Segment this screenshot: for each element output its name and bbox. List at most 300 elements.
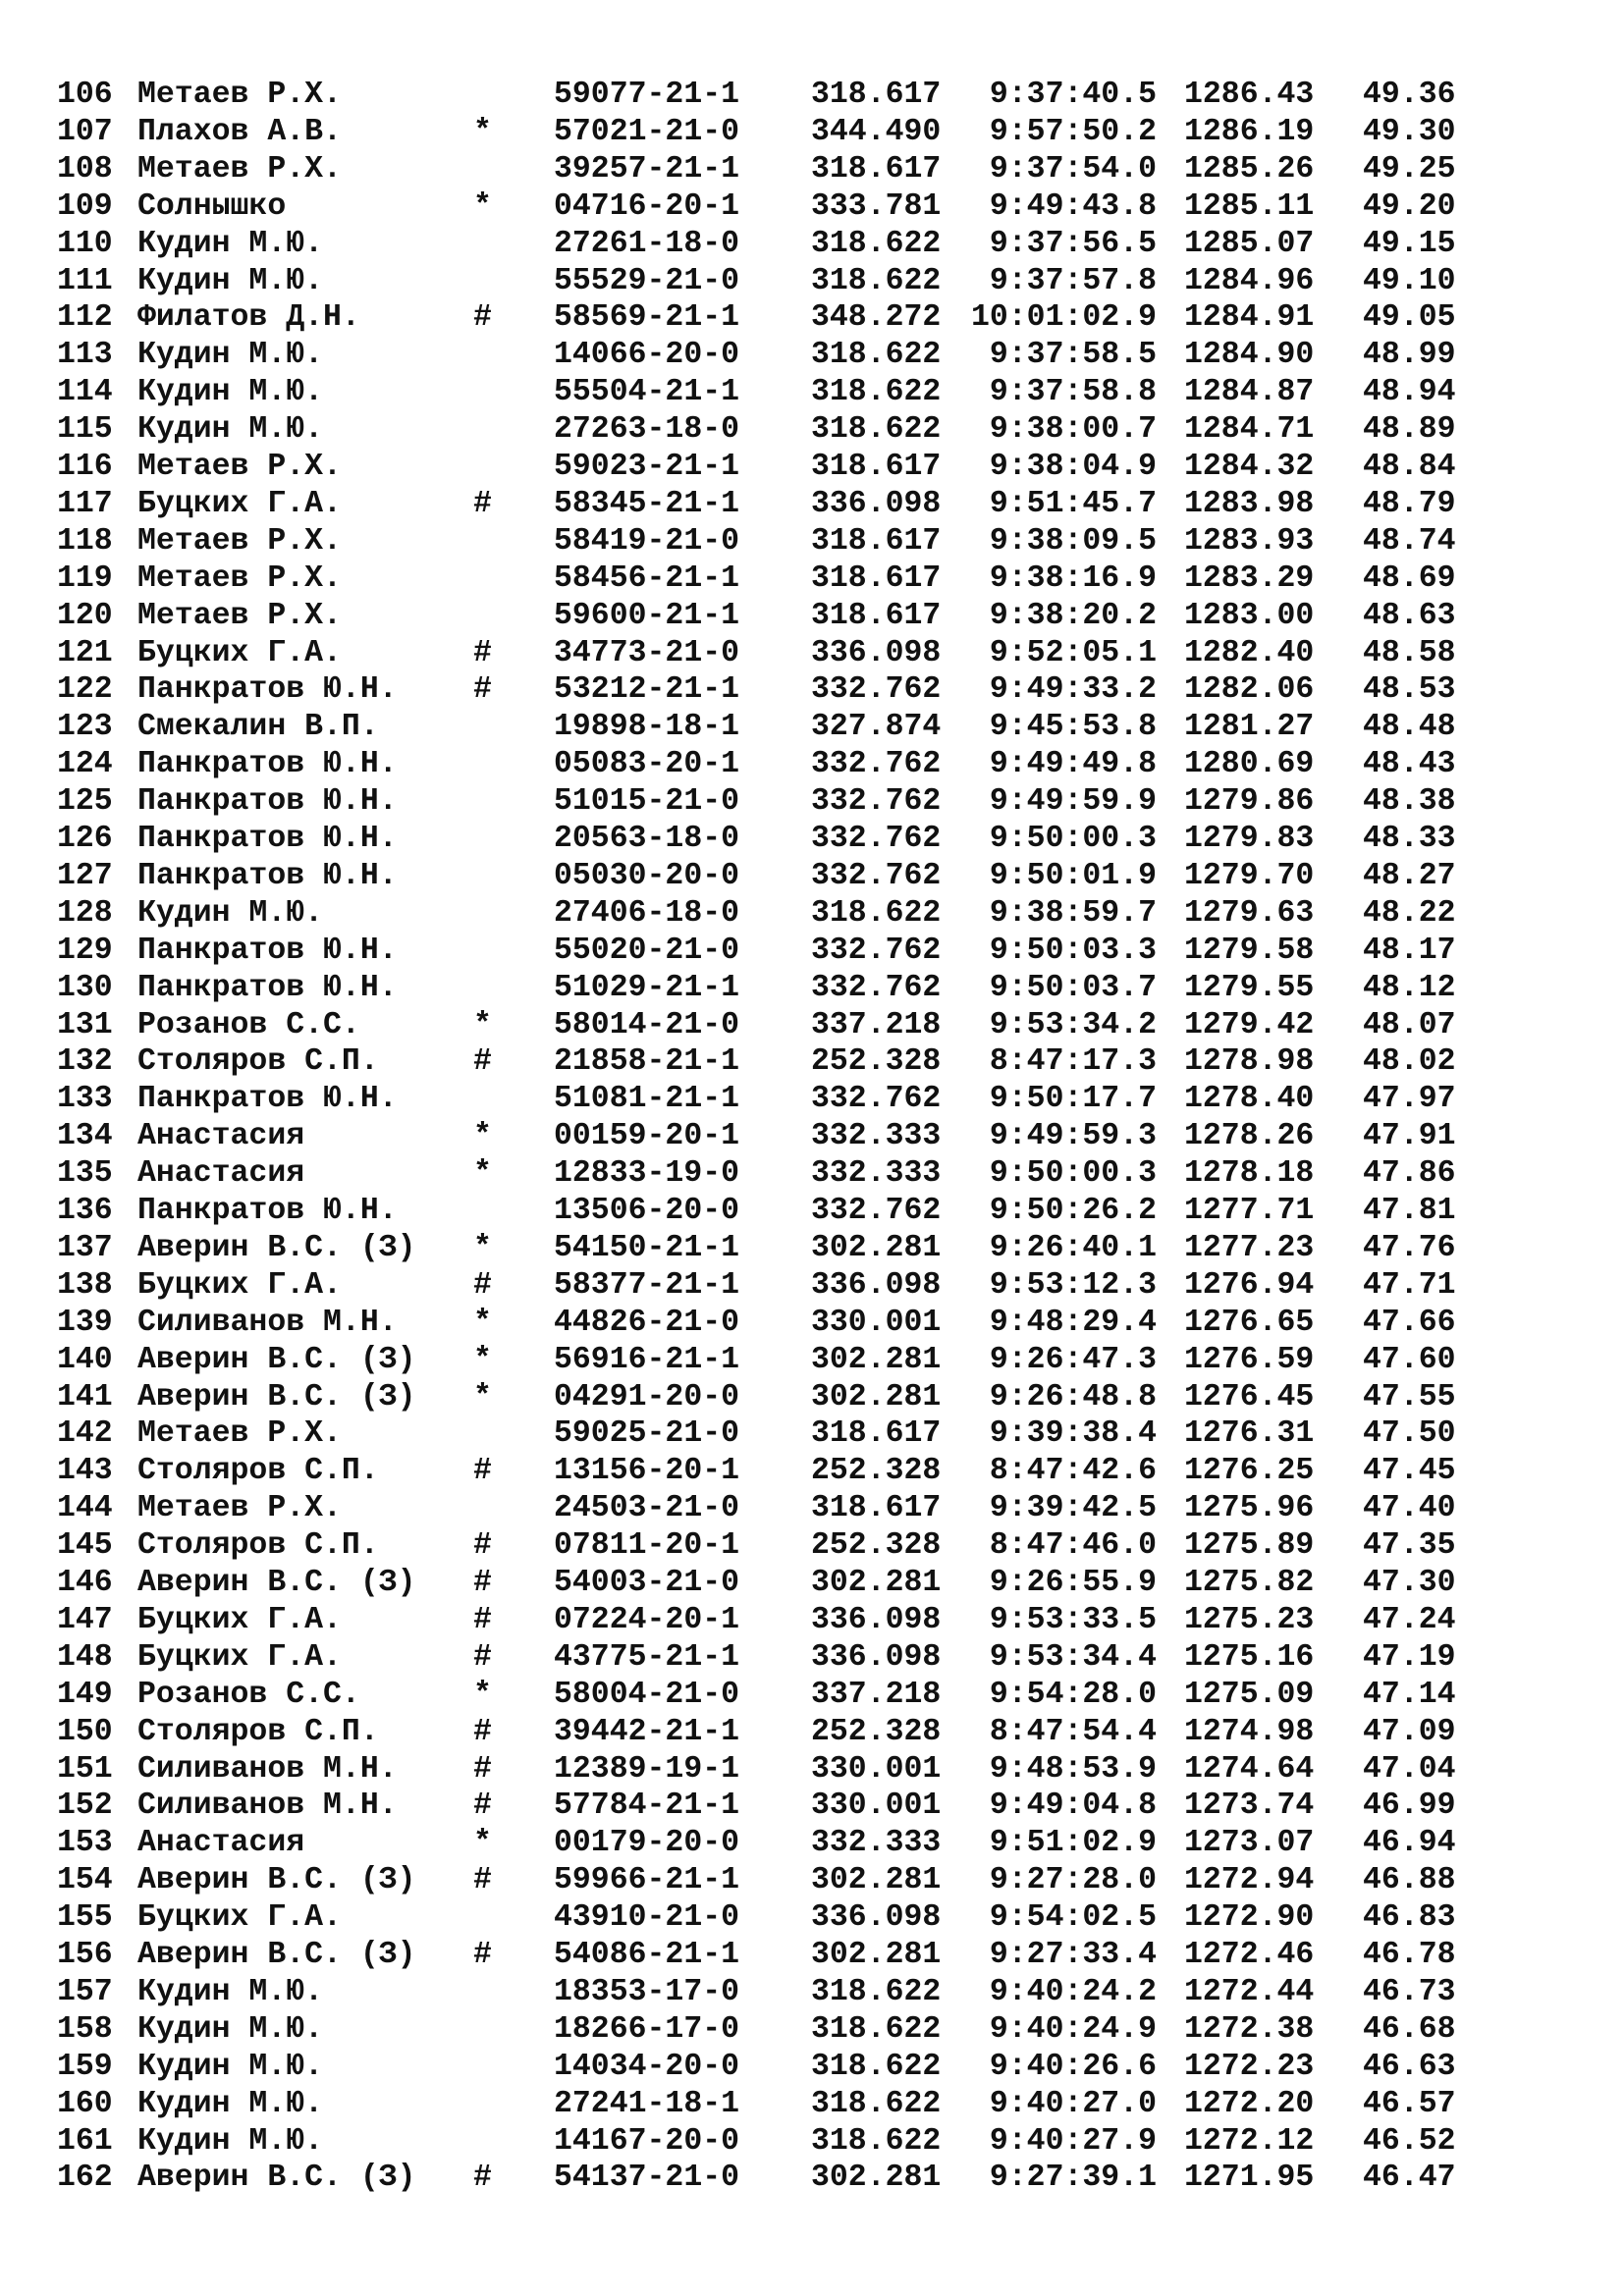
rank-cell: 147	[57, 1602, 113, 1637]
ring-number-cell: 58345-21-1	[554, 486, 740, 521]
speed-cell: 1275.16	[1184, 1639, 1315, 1675]
ring-number-cell: 12389-19-1	[554, 1751, 740, 1787]
distance-cell: 252.328	[811, 1528, 942, 1564]
score-cell: 48.94	[1363, 375, 1456, 410]
rank-cell: 125	[57, 784, 113, 820]
fancier-name-cell: Метаев Р.Х.	[137, 450, 342, 484]
fancier-name-cell: Панкратов Ю.Н.	[137, 1194, 398, 1228]
speed-cell: 1276.59	[1184, 1342, 1315, 1377]
table-row	[0, 1118, 1624, 1155]
score-cell: 48.63	[1363, 598, 1456, 633]
table-row	[0, 2011, 1624, 2049]
mark-cell: #	[473, 1714, 492, 1749]
mark-cell: #	[473, 486, 492, 521]
ring-number-cell: 13156-20-1	[554, 1454, 740, 1489]
ring-number-cell: 14066-20-0	[554, 338, 740, 373]
distance-cell: 302.281	[811, 1938, 942, 1972]
speed-cell: 1275.82	[1184, 1566, 1315, 1600]
ring-number-cell: 59600-21-1	[554, 598, 740, 633]
speed-cell: 1278.18	[1184, 1156, 1315, 1192]
score-cell: 49.30	[1363, 114, 1456, 149]
score-cell: 49.05	[1363, 300, 1456, 336]
table-row	[0, 449, 1624, 486]
arrival-time-cell: 9:26:48.8	[989, 1379, 1157, 1415]
ring-number-cell: 55529-21-0	[554, 263, 740, 298]
score-cell: 46.88	[1363, 1863, 1456, 1898]
table-row	[0, 1677, 1624, 1714]
distance-cell: 332.333	[811, 1156, 942, 1192]
score-cell: 47.97	[1363, 1082, 1456, 1117]
ring-number-cell: 57784-21-1	[554, 1789, 740, 1824]
distance-cell: 332.762	[811, 672, 942, 708]
table-row	[0, 1342, 1624, 1379]
distance-cell: 302.281	[811, 1230, 942, 1265]
arrival-time-cell: 9:40:27.0	[989, 2086, 1157, 2121]
table-row	[0, 933, 1624, 970]
ring-number-cell: 43775-21-1	[554, 1639, 740, 1675]
score-cell: 47.24	[1363, 1602, 1456, 1637]
arrival-time-cell: 9:38:59.7	[989, 895, 1157, 931]
arrival-time-cell: 9:48:53.9	[989, 1751, 1157, 1787]
distance-cell: 318.617	[811, 598, 942, 633]
table-row	[0, 1155, 1624, 1193]
table-row	[0, 1007, 1624, 1044]
arrival-time-cell: 9:48:29.4	[989, 1305, 1157, 1340]
fancier-name-cell: Панкратов Ю.Н.	[137, 933, 398, 968]
arrival-time-cell: 9:53:34.2	[989, 1007, 1157, 1042]
fancier-name-cell: Столяров С.П.	[137, 1528, 379, 1564]
distance-cell: 318.622	[811, 2086, 942, 2121]
distance-cell: 318.622	[811, 1974, 942, 2009]
ring-number-cell: 58004-21-0	[554, 1677, 740, 1712]
rank-cell: 107	[57, 114, 113, 149]
distance-cell: 332.762	[811, 1194, 942, 1228]
ring-number-cell: 54137-21-0	[554, 2161, 740, 2196]
score-cell: 46.94	[1363, 1826, 1456, 1861]
table-row	[0, 635, 1624, 672]
mark-cell: *	[473, 1379, 492, 1415]
mark-cell: #	[473, 1639, 492, 1675]
ring-number-cell: 54150-21-1	[554, 1230, 740, 1265]
table-row	[0, 561, 1624, 598]
mark-cell: #	[473, 1454, 492, 1489]
speed-cell: 1285.11	[1184, 188, 1315, 224]
distance-cell: 336.098	[811, 486, 942, 521]
ring-number-cell: 56916-21-1	[554, 1342, 740, 1377]
score-cell: 47.50	[1363, 1416, 1456, 1452]
fancier-name-cell: Филатов Д.Н.	[137, 300, 360, 336]
distance-cell: 318.622	[811, 2049, 942, 2084]
ring-number-cell: 19898-18-1	[554, 710, 740, 745]
speed-cell: 1272.94	[1184, 1863, 1315, 1898]
distance-cell: 252.328	[811, 1454, 942, 1489]
distance-cell: 336.098	[811, 1602, 942, 1637]
fancier-name-cell: Силиванов М.Н.	[137, 1789, 398, 1824]
arrival-time-cell: 9:37:58.5	[989, 338, 1157, 373]
rank-cell: 151	[57, 1751, 113, 1787]
speed-cell: 1284.91	[1184, 300, 1315, 336]
arrival-time-cell: 9:38:00.7	[989, 412, 1157, 448]
rank-cell: 124	[57, 747, 113, 782]
rank-cell: 119	[57, 561, 113, 596]
arrival-time-cell: 8:47:42.6	[989, 1454, 1157, 1489]
fancier-name-cell: Кудин М.Ю.	[137, 2123, 324, 2159]
table-row	[0, 1974, 1624, 2011]
score-cell: 47.40	[1363, 1491, 1456, 1526]
table-row	[0, 1527, 1624, 1565]
distance-cell: 330.001	[811, 1789, 942, 1824]
rank-cell: 113	[57, 338, 113, 373]
fancier-name-cell: Кудин М.Ю.	[137, 412, 324, 448]
rank-cell: 114	[57, 375, 113, 410]
table-row	[0, 1937, 1624, 1974]
speed-cell: 1272.44	[1184, 1974, 1315, 2009]
fancier-name-cell: Аверин В.С. (З)	[137, 1230, 416, 1265]
rank-cell: 118	[57, 523, 113, 559]
speed-cell: 1281.27	[1184, 710, 1315, 745]
ring-number-cell: 18266-17-0	[554, 2011, 740, 2047]
rank-cell: 134	[57, 1119, 113, 1154]
rank-cell: 136	[57, 1194, 113, 1228]
speed-cell: 1282.06	[1184, 672, 1315, 708]
score-cell: 48.69	[1363, 561, 1456, 596]
ring-number-cell: 14034-20-0	[554, 2049, 740, 2084]
fancier-name-cell: Розанов С.С.	[137, 1677, 360, 1712]
score-cell: 49.15	[1363, 226, 1456, 261]
table-row	[0, 783, 1624, 821]
rank-cell: 112	[57, 300, 113, 336]
ring-number-cell: 55504-21-1	[554, 375, 740, 410]
arrival-time-cell: 9:40:24.9	[989, 2011, 1157, 2047]
distance-cell: 332.762	[811, 747, 942, 782]
distance-cell: 318.622	[811, 2011, 942, 2047]
ring-number-cell: 27406-18-0	[554, 895, 740, 931]
speed-cell: 1284.96	[1184, 263, 1315, 298]
fancier-name-cell: Панкратов Ю.Н.	[137, 747, 398, 782]
speed-cell: 1272.23	[1184, 2049, 1315, 2084]
arrival-time-cell: 9:37:56.5	[989, 226, 1157, 261]
ring-number-cell: 27261-18-0	[554, 226, 740, 261]
fancier-name-cell: Кудин М.Ю.	[137, 895, 324, 931]
rank-cell: 150	[57, 1714, 113, 1749]
fancier-name-cell: Анастасия	[137, 1156, 305, 1192]
table-row	[0, 746, 1624, 783]
table-row	[0, 299, 1624, 337]
speed-cell: 1276.31	[1184, 1416, 1315, 1452]
score-cell: 48.33	[1363, 822, 1456, 856]
ring-number-cell: 39442-21-1	[554, 1714, 740, 1749]
rank-cell: 123	[57, 710, 113, 745]
arrival-time-cell: 9:26:47.3	[989, 1342, 1157, 1377]
distance-cell: 318.622	[811, 2123, 942, 2159]
speed-cell: 1283.93	[1184, 523, 1315, 559]
speed-cell: 1276.65	[1184, 1305, 1315, 1340]
table-row	[0, 2049, 1624, 2086]
mark-cell: *	[473, 1342, 492, 1377]
speed-cell: 1282.40	[1184, 635, 1315, 670]
mark-cell: #	[473, 1044, 492, 1080]
distance-cell: 332.762	[811, 933, 942, 968]
mark-cell: #	[473, 1267, 492, 1303]
table-row	[0, 1305, 1624, 1342]
table-row	[0, 895, 1624, 933]
speed-cell: 1284.90	[1184, 338, 1315, 373]
score-cell: 48.12	[1363, 970, 1456, 1005]
distance-cell: 318.622	[811, 226, 942, 261]
table-row	[0, 374, 1624, 411]
rank-cell: 157	[57, 1974, 113, 2009]
table-row	[0, 1490, 1624, 1527]
score-cell: 48.53	[1363, 672, 1456, 708]
score-cell: 48.43	[1363, 747, 1456, 782]
table-row	[0, 1415, 1624, 1453]
distance-cell: 318.617	[811, 151, 942, 187]
mark-cell: #	[473, 1602, 492, 1637]
arrival-time-cell: 9:50:00.3	[989, 822, 1157, 856]
arrival-time-cell: 9:39:38.4	[989, 1416, 1157, 1452]
distance-cell: 327.874	[811, 710, 942, 745]
fancier-name-cell: Кудин М.Ю.	[137, 2049, 324, 2084]
speed-cell: 1278.98	[1184, 1044, 1315, 1080]
ring-number-cell: 44826-21-0	[554, 1305, 740, 1340]
score-cell: 49.10	[1363, 263, 1456, 298]
speed-cell: 1279.55	[1184, 970, 1315, 1005]
arrival-time-cell: 9:53:33.5	[989, 1602, 1157, 1637]
speed-cell: 1283.29	[1184, 561, 1315, 596]
rank-cell: 121	[57, 635, 113, 670]
mark-cell: #	[473, 1938, 492, 1972]
distance-cell: 332.333	[811, 1119, 942, 1154]
speed-cell: 1275.23	[1184, 1602, 1315, 1637]
speed-cell: 1277.71	[1184, 1194, 1315, 1228]
speed-cell: 1277.23	[1184, 1230, 1315, 1265]
speed-cell: 1284.87	[1184, 375, 1315, 410]
ring-number-cell: 05083-20-1	[554, 747, 740, 782]
ring-number-cell: 57021-21-0	[554, 114, 740, 149]
table-row	[0, 1453, 1624, 1490]
mark-cell: *	[473, 1677, 492, 1712]
rank-cell: 116	[57, 450, 113, 484]
arrival-time-cell: 9:26:40.1	[989, 1230, 1157, 1265]
rank-cell: 117	[57, 486, 113, 521]
rank-cell: 154	[57, 1863, 113, 1898]
score-cell: 48.84	[1363, 450, 1456, 484]
speed-cell: 1272.46	[1184, 1938, 1315, 1972]
speed-cell: 1280.69	[1184, 747, 1315, 782]
distance-cell: 330.001	[811, 1751, 942, 1787]
fancier-name-cell: Буцких Г.А.	[137, 1602, 342, 1637]
fancier-name-cell: Панкратов Ю.Н.	[137, 970, 398, 1005]
distance-cell: 318.622	[811, 375, 942, 410]
arrival-time-cell: 9:50:03.3	[989, 933, 1157, 968]
rank-cell: 144	[57, 1491, 113, 1526]
score-cell: 47.60	[1363, 1342, 1456, 1377]
table-row	[0, 1565, 1624, 1602]
ring-number-cell: 43910-21-0	[554, 1900, 740, 1936]
speed-cell: 1278.26	[1184, 1119, 1315, 1154]
fancier-name-cell: Силиванов М.Н.	[137, 1751, 398, 1787]
score-cell: 48.07	[1363, 1007, 1456, 1042]
mark-cell: #	[473, 635, 492, 670]
score-cell: 48.17	[1363, 933, 1456, 968]
fancier-name-cell: Буцких Г.А.	[137, 486, 342, 521]
arrival-time-cell: 9:40:24.2	[989, 1974, 1157, 2009]
fancier-name-cell: Буцких Г.А.	[137, 1267, 342, 1303]
fancier-name-cell: Кудин М.Ю.	[137, 375, 324, 410]
arrival-time-cell: 9:54:02.5	[989, 1900, 1157, 1936]
distance-cell: 330.001	[811, 1305, 942, 1340]
ring-number-cell: 59077-21-1	[554, 78, 740, 112]
table-row	[0, 114, 1624, 151]
table-row	[0, 263, 1624, 300]
distance-cell: 332.762	[811, 1082, 942, 1117]
arrival-time-cell: 9:51:45.7	[989, 486, 1157, 521]
speed-cell: 1278.40	[1184, 1082, 1315, 1117]
distance-cell: 318.617	[811, 78, 942, 112]
fancier-name-cell: Кудин М.Ю.	[137, 1974, 324, 2009]
fancier-name-cell: Буцких Г.А.	[137, 1900, 342, 1936]
distance-cell: 302.281	[811, 1863, 942, 1898]
mark-cell: #	[473, 1789, 492, 1824]
mark-cell: *	[473, 1119, 492, 1154]
arrival-time-cell: 9:49:04.8	[989, 1789, 1157, 1824]
speed-cell: 1272.20	[1184, 2086, 1315, 2121]
ring-number-cell: 07811-20-1	[554, 1528, 740, 1564]
table-row	[0, 1714, 1624, 1751]
fancier-name-cell: Метаев Р.Х.	[137, 151, 342, 187]
fancier-name-cell: Аверин В.С. (З)	[137, 2161, 416, 2196]
speed-cell: 1284.32	[1184, 450, 1315, 484]
rank-cell: 131	[57, 1007, 113, 1042]
arrival-time-cell: 9:37:57.8	[989, 263, 1157, 298]
fancier-name-cell: Аверин В.С. (З)	[137, 1379, 416, 1415]
rank-cell: 128	[57, 895, 113, 931]
rank-cell: 130	[57, 970, 113, 1005]
rank-cell: 135	[57, 1156, 113, 1192]
rank-cell: 127	[57, 858, 113, 893]
arrival-time-cell: 8:47:46.0	[989, 1528, 1157, 1564]
fancier-name-cell: Аверин В.С. (З)	[137, 1342, 416, 1377]
fancier-name-cell: Буцких Г.А.	[137, 635, 342, 670]
fancier-name-cell: Панкратов Ю.Н.	[137, 784, 398, 820]
arrival-time-cell: 9:49:33.2	[989, 672, 1157, 708]
distance-cell: 332.762	[811, 970, 942, 1005]
rank-cell: 141	[57, 1379, 113, 1415]
fancier-name-cell: Кудин М.Ю.	[137, 226, 324, 261]
fancier-name-cell: Панкратов Ю.Н.	[137, 1082, 398, 1117]
rank-cell: 155	[57, 1900, 113, 1936]
rank-cell: 129	[57, 933, 113, 968]
rank-cell: 126	[57, 822, 113, 856]
score-cell: 48.58	[1363, 635, 1456, 670]
arrival-time-cell: 9:38:09.5	[989, 523, 1157, 559]
mark-cell: #	[473, 2161, 492, 2196]
arrival-time-cell: 10:01:02.9	[970, 300, 1157, 336]
distance-cell: 318.622	[811, 412, 942, 448]
arrival-time-cell: 9:50:26.2	[989, 1194, 1157, 1228]
speed-cell: 1283.00	[1184, 598, 1315, 633]
rank-cell: 132	[57, 1044, 113, 1080]
distance-cell: 318.622	[811, 338, 942, 373]
score-cell: 46.68	[1363, 2011, 1456, 2047]
fancier-name-cell: Метаев Р.Х.	[137, 1491, 342, 1526]
table-row	[0, 486, 1624, 523]
fancier-name-cell: Метаев Р.Х.	[137, 78, 342, 112]
rank-cell: 137	[57, 1230, 113, 1265]
score-cell: 47.91	[1363, 1119, 1456, 1154]
ring-number-cell: 04716-20-1	[554, 188, 740, 224]
ring-number-cell: 51081-21-1	[554, 1082, 740, 1117]
distance-cell: 332.762	[811, 858, 942, 893]
mark-cell: *	[473, 188, 492, 224]
mark-cell: #	[473, 1566, 492, 1600]
arrival-time-cell: 9:38:16.9	[989, 561, 1157, 596]
arrival-time-cell: 9:50:03.7	[989, 970, 1157, 1005]
ring-number-cell: 58419-21-0	[554, 523, 740, 559]
arrival-time-cell: 9:49:43.8	[989, 188, 1157, 224]
table-row	[0, 1193, 1624, 1230]
fancier-name-cell: Метаев Р.Х.	[137, 523, 342, 559]
rank-cell: 120	[57, 598, 113, 633]
ring-number-cell: 59966-21-1	[554, 1863, 740, 1898]
distance-cell: 302.281	[811, 1379, 942, 1415]
arrival-time-cell: 9:53:34.4	[989, 1639, 1157, 1675]
speed-cell: 1284.71	[1184, 412, 1315, 448]
mark-cell: *	[473, 1007, 492, 1042]
rank-cell: 153	[57, 1826, 113, 1861]
fancier-name-cell: Солнышко	[137, 188, 287, 224]
speed-cell: 1275.09	[1184, 1677, 1315, 1712]
ring-number-cell: 27263-18-0	[554, 412, 740, 448]
rank-cell: 139	[57, 1305, 113, 1340]
fancier-name-cell: Розанов С.С.	[137, 1007, 360, 1042]
rank-cell: 145	[57, 1528, 113, 1564]
arrival-time-cell: 9:50:01.9	[989, 858, 1157, 893]
score-cell: 48.22	[1363, 895, 1456, 931]
rank-cell: 148	[57, 1639, 113, 1675]
score-cell: 48.74	[1363, 523, 1456, 559]
rank-cell: 162	[57, 2161, 113, 2196]
distance-cell: 318.622	[811, 263, 942, 298]
arrival-time-cell: 9:27:28.0	[989, 1863, 1157, 1898]
distance-cell: 336.098	[811, 635, 942, 670]
rank-cell: 106	[57, 78, 113, 112]
ring-number-cell: 58014-21-0	[554, 1007, 740, 1042]
table-row	[0, 151, 1624, 188]
speed-cell: 1272.38	[1184, 2011, 1315, 2047]
arrival-time-cell: 9:57:50.2	[989, 114, 1157, 149]
speed-cell: 1273.07	[1184, 1826, 1315, 1861]
rank-cell: 109	[57, 188, 113, 224]
score-cell: 46.57	[1363, 2086, 1456, 2121]
speed-cell: 1286.19	[1184, 114, 1315, 149]
distance-cell: 333.781	[811, 188, 942, 224]
score-cell: 46.73	[1363, 1974, 1456, 2009]
score-cell: 47.86	[1363, 1156, 1456, 1192]
fancier-name-cell: Буцких Г.А.	[137, 1639, 342, 1675]
distance-cell: 337.218	[811, 1677, 942, 1712]
score-cell: 47.09	[1363, 1714, 1456, 1749]
score-cell: 46.99	[1363, 1789, 1456, 1824]
mark-cell: *	[473, 1230, 492, 1265]
fancier-name-cell: Аверин В.С. (З)	[137, 1938, 416, 1972]
distance-cell: 332.333	[811, 1826, 942, 1861]
speed-cell: 1279.83	[1184, 822, 1315, 856]
fancier-name-cell: Столяров С.П.	[137, 1714, 379, 1749]
arrival-time-cell: 9:50:17.7	[989, 1082, 1157, 1117]
ring-number-cell: 24503-21-0	[554, 1491, 740, 1526]
score-cell: 47.14	[1363, 1677, 1456, 1712]
